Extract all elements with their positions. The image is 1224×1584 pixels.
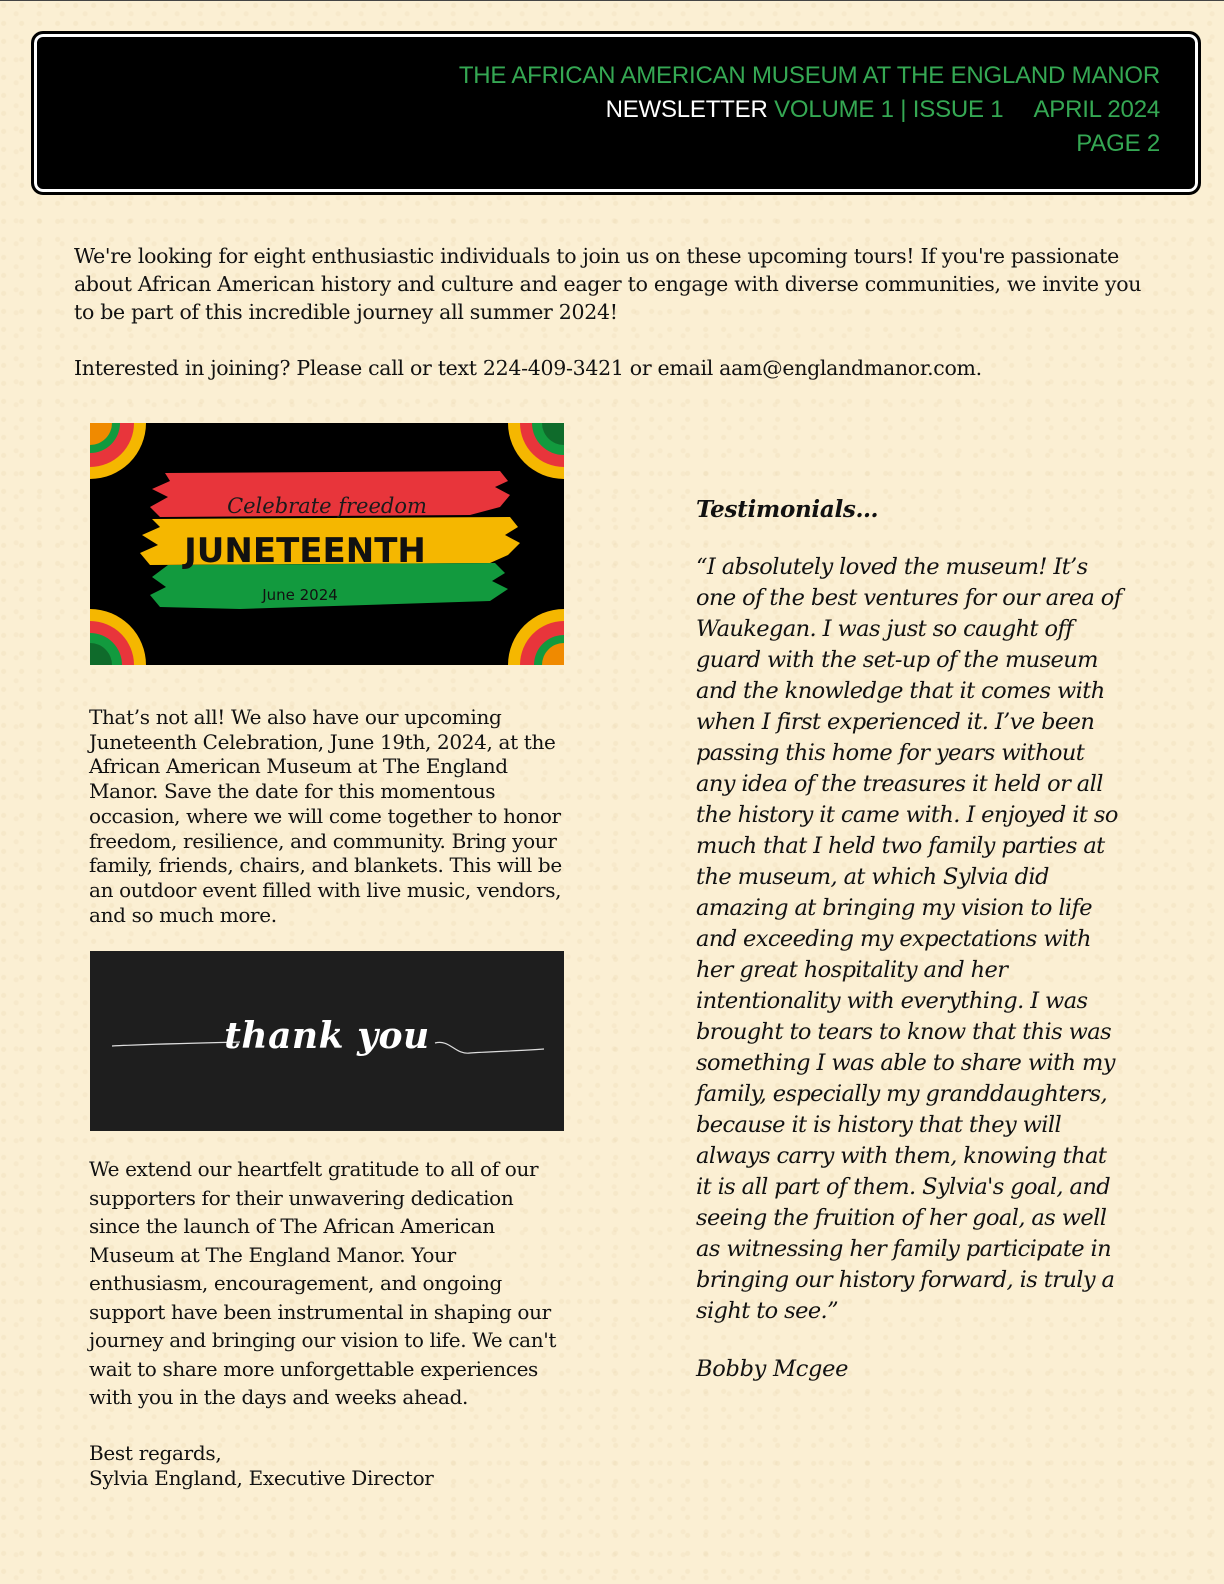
- issue-date: APRIL 2024: [1033, 96, 1160, 123]
- page-top-rule: [0, 0, 1224, 1]
- juneteenth-graphic: [90, 423, 564, 665]
- gratitude-paragraph: We extend our heartfelt gratitude to all of our supporters for their unwavering dedication since the launch of The African American Museum at The England Manor. Your enthusiasm, encouragement, and ongoing support have been instrumental in shaping our journey and bringing our vision to life. We can't wait to share more unforgettable experiences with you in the days and weeks ahead.: [89, 1157, 557, 1409]
- volume-issue: VOLUME 1 | ISSUE 1: [774, 96, 1004, 123]
- closing: Best regards,: [89, 1441, 222, 1465]
- juneteenth-banner-image: [90, 423, 564, 665]
- page-number: PAGE 2: [1076, 130, 1160, 157]
- testimonial-quote: “I absolutely loved the museum! It’s one of the best ventures for our area of Waukegan. I was just so caught off guard with the set-up of the museum and the knowledge that it comes with when I first experienced it. I’ve been passing this home for years without any idea of the treasures it held or all the history it came with. I enjoyed it so much that I held two family parties at the museum, at which Sylvia did amazing at bringing my vision to life and exceeding my expectations with her great hospitality and her intentionality with everything. I was brought to tears to know that this was something I was able to share with my family, especially my granddaughters, because it is history that they will always carry with them, knowing that it is all part of them. Sylvia's goal, and seeing the fruition of her goal, as well as witnessing her family participate in bringing our history forward, is truly a sight to see.”: [696, 554, 1122, 1324]
- newsletter-header-banner: [31, 31, 1201, 195]
- testimonial-author: Bobby Mcgee: [696, 1356, 849, 1382]
- juneteenth-tagline: Celebrate freedom: [227, 494, 427, 518]
- sunflower-corner-icon: [90, 609, 146, 665]
- juneteenth-paragraph: That’s not all! We also have our upcoming Juneteenth Celebration, June 19th, 2024, at the African American Museum at The England Manor. Save the date for this momentous occasion, where we will come together to honor freedom, resilience, and community. Bring your family, friends, chairs, and blankets. This will be an outdoor event filled with live music, vendors, and so much more.: [89, 705, 562, 927]
- thank-you-text: thank you: [224, 1015, 430, 1057]
- issue-line: [606, 96, 1160, 124]
- juneteenth-title: JUNETEENTH: [184, 531, 426, 571]
- testimonials-heading: Testimonials…: [696, 496, 879, 523]
- sunflower-corner-icon: [508, 609, 564, 665]
- museum-name: THE AFRICAN AMERICAN MUSEUM AT THE ENGLAND MANOR: [458, 62, 1160, 89]
- thank-you-image: [90, 951, 564, 1131]
- sunflower-corner-icon: [508, 423, 564, 479]
- intro-paragraph: We're looking for eight enthusiastic individuals to join us on these upcoming tours! If you're passionate about African American history and culture and eager to engage with diverse communities, we invite you to be part of this incredible journey all summer 2024!: [74, 244, 1142, 324]
- juneteenth-date: June 2024: [262, 586, 338, 604]
- contact-line: Interested in joining? Please call or text 224-409-3421 or email aam@englandmanor.com.: [74, 356, 982, 380]
- newsletter-label: NEWSLETTER: [605, 96, 768, 123]
- signature: Sylvia England, Executive Director: [89, 1466, 434, 1490]
- sunflower-corner-icon: [90, 423, 146, 479]
- signoff: [89, 1441, 569, 1491]
